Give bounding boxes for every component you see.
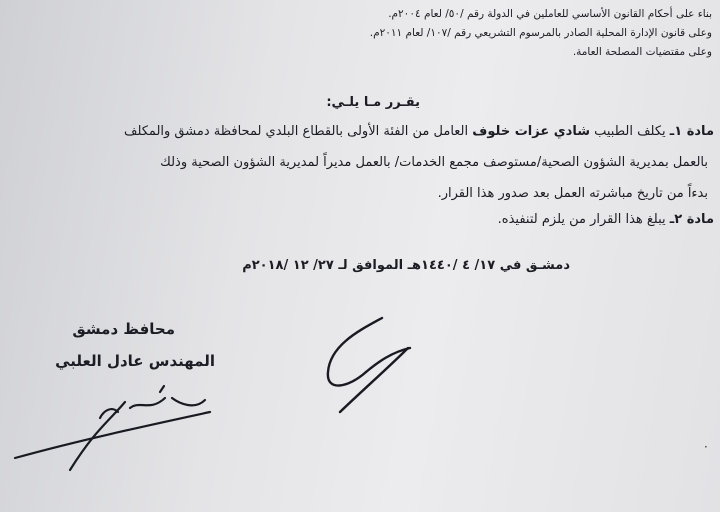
governor-signature	[15, 386, 210, 470]
article-1-label: مادة ١ـ	[669, 124, 714, 139]
second-signature	[328, 318, 410, 412]
article-1-line-3: بدءاً من تاريخ مباشرته العمل بعد صدور هذا القرار.	[437, 186, 708, 201]
edge-mark: ·	[704, 440, 708, 454]
date-line: دمشـق في ١٧/ ٤ /١٤٤٠هـ الموافق لـ ٢٧/ ١٢ /٢٠١٨م	[242, 258, 570, 273]
preamble-line-2: وعلى قانون الإدارة المحلية الصادر بالمرسوم التشريعي رقم /١٠٧/ لعام ٢٠١١م.	[369, 27, 712, 39]
signatory-title: محافظ دمشق	[72, 320, 175, 338]
article-2-text: يبلغ هذا القرار من يلزم لتنفيذه.	[497, 212, 666, 227]
appointee-name: شادي عزات خلوف	[472, 124, 590, 139]
article-1-text: يكلف الطبيب	[589, 124, 666, 139]
preamble-line-1: بناء على أحكام القانون الأساسي للعاملين في الدولة رقم /٥٠/ لعام ٢٠٠٤م.	[388, 8, 712, 20]
decision-heading: يقـرر مـا يلـي:	[326, 95, 420, 110]
article-1-rest: العامل من الفئة الأولى بالقطاع البلدي لمحافظة دمشق والمكلف	[123, 124, 473, 139]
article-2-label: مادة ٢ـ	[669, 212, 714, 227]
preamble-line-3: وعلى مقتضيات المصلحة العامة.	[572, 46, 712, 58]
article-1-line-2: بالعمل بمديرية الشؤون الصحية/مستوصف مجمع الخدمات/ بالعمل مديراً لمديرية الشؤون الصحية وذلك	[160, 155, 708, 170]
signatory-name: المهندس عادل العلبي	[55, 352, 215, 370]
